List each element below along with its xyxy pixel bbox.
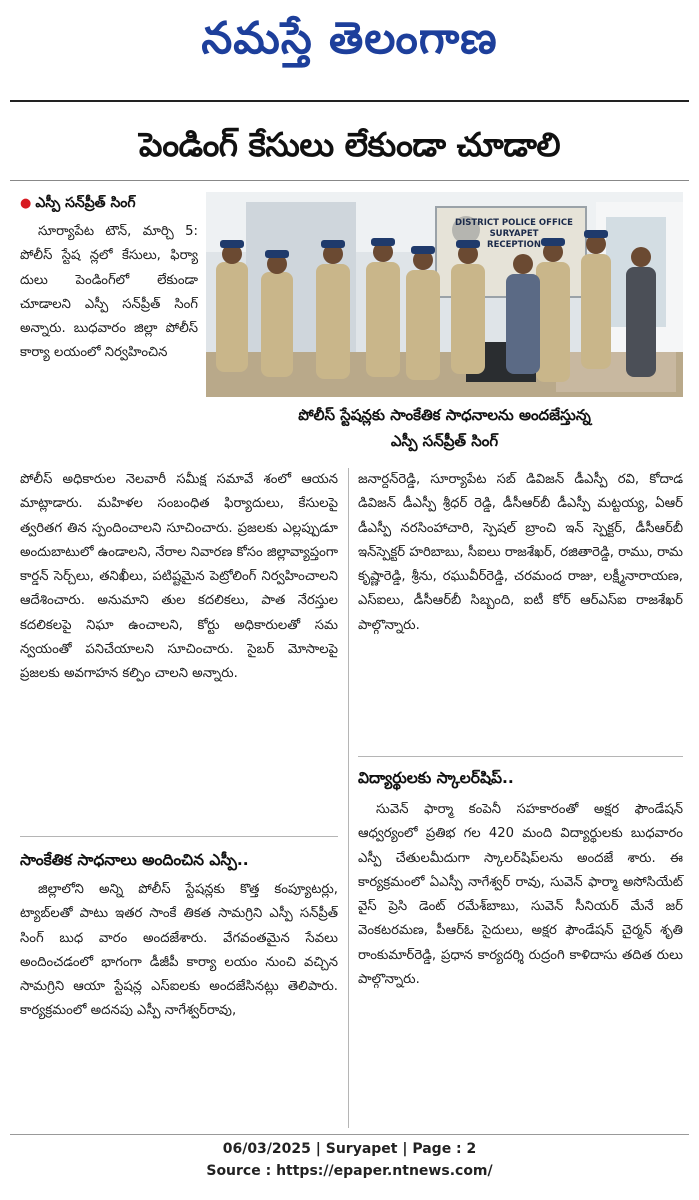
sign-line-2: SURYAPET bbox=[489, 229, 539, 239]
paragraph-text: పోలీస్ అధికారుల నెలవారీ సమీక్ష సమావే శంలో ఆయన మాట్లాడారు. మహిళల సంబంధిత ఫిర్యాదులు, కేసులపై త్వరితగ తిన స్పందించాలని సూచించారు. ప్రజలకు ఎల్లప్పుడూ అందుబాటులో ఉండాలని, నేరాల నివారణ కోసం జిల్లావ్యాప్తంగా కార్డన్ సెర్చ్‌లు, తనిఖీలు, పటిష్టమైన పెట్రోలింగ్ నిర్వహించాలని ఆదేశించారు. అనుమాని తుల కదలికలు, పాత నేరస్తుల కదలికలపై నిఘా ఉంచాలని, కోర్టు అధికారులతో సమ న్వయంతో పనిచేయాలని సూచించారు. సైబర్ మోసాలపై ప్రజలకు అవగాహన కల్పిం చాలని అన్నారు. bbox=[20, 472, 338, 682]
bullet-icon: ● bbox=[20, 196, 32, 211]
section-divider-left bbox=[20, 836, 338, 837]
paragraph-text: జనార్దన్‌రెడ్డి, సూర్యాపేట సబ్ డివిజన్ డీఎస్పీ రవి, కోదాడ డివిజన్ డీఎస్పీ శ్రీధర్ రెడ్డి, డీసీఆర్‌బీ డీఎస్పీ మట్టయ్య, ఏఆర్ డీఎస్పీ నరసింహాచారి, స్పెషల్ బ్రాంచి ఇన్ స్పెక్టర్, డీసీఆర్‌బీ ఇన్‌స్పెక్టర్ హరిబాబు, సీఐలు రాజశేఖర్, రజితారెడ్డి, రాము, రామ కృష్ణారెడ్డి, శ్రీను, రఘువీర్‌రెడ్డి, చరమంద రాజు, లక్ష్మీనారాయణ, ఎస్‌ఐలు, డీసీఆర్‌బీ సిబ్బంది, ఐటీ కోర్ ఆర్‌ఎస్‌ఐ రాజశేఖర్ పాల్గొన్నారు. bbox=[358, 472, 683, 633]
caption-line-2: ఎస్పీ సన్‌ప్రీత్ సింగ్ bbox=[390, 432, 499, 450]
caption-line-1: పోలీస్ స్టేషన్లకు సాంకేతిక సాధనాలను అందజేస్తున్న bbox=[298, 406, 591, 424]
masthead-logo: నమస్తే తెలంగాణ bbox=[201, 13, 498, 64]
headline-rule bbox=[10, 180, 689, 181]
footer-rule bbox=[10, 1134, 689, 1135]
article-paragraph-left bbox=[20, 468, 338, 830]
section-heading-scholarship: విద్యార్థులకు స్కాలర్‌షిప్.. bbox=[358, 769, 514, 787]
article-paragraph-right bbox=[358, 468, 683, 746]
sign-line-1: DISTRICT POLICE OFFICE bbox=[455, 218, 573, 228]
masthead-rule bbox=[10, 100, 689, 102]
paragraph-text: సూర్యాపేట టౌన్, మార్చి 5: పోలీస్ స్టేష న్లలో కేసులు, ఫిర్యా దులు పెండింగ్‌లో లేకుండా చూడాలని ఎస్పీ సన్‌ప్రీత్ సింగ్ అన్నారు. బుధవారం జిల్లా పోలీస్ కార్యా లయంలో నిర్వహించిన bbox=[20, 224, 198, 361]
paragraph-text: సువెన్ ఫార్మా కంపెనీ సహకారంతో అక్షర ఫౌండేషన్ ఆధ్వర్యంలో ప్రతిభ గల 420 మంది విద్యార్థులకు బుధవారం ఎస్పీ చేతులమీదుగా స్కాలర్‌షిప్‌లను అందజే శారు. ఈ కార్యక్రమంలో ఏఎస్పీ నాగేశ్వర్ రావు, సువెన్ ఫార్మా అసోసియేట్ వైస్ ప్రెసి డెంట్ రమేశ్‌బాబు, సువెన్ సీనియర్ మేనే జర్ వెంకటరమణ, పీఆర్‌ఓ సైదులు, అక్షర ఫౌండేషన్ చైర్మన్ శృతి రాంకుమార్‌రెడ్డి, ప్రధాన కార్యదర్శి రుద్రంగి కాళిదాసు తదిత రులు పాల్గొన్నారు. bbox=[358, 802, 683, 988]
section-divider-right bbox=[358, 756, 683, 757]
article-paragraph-scholarship bbox=[358, 798, 683, 1128]
footer-date-page: 06/03/2025 | Suryapet | Page : 2 bbox=[222, 1141, 477, 1157]
photo-caption bbox=[206, 402, 683, 460]
article-byline bbox=[20, 190, 200, 216]
news-photo bbox=[206, 192, 683, 397]
section-heading-tech: సాంకేతిక సాధనాలు అందించిన ఎస్పీ.. bbox=[20, 851, 249, 869]
article-paragraph-tech bbox=[20, 878, 338, 1122]
article-paragraph-intro bbox=[20, 220, 198, 468]
office-sign bbox=[444, 218, 584, 251]
paragraph-text: జిల్లాలోని అన్ని పోలీస్ స్టేషన్లకు కొత్త కంప్యూటర్లు, ట్యాబ్‌లతో పాటు ఇతర సాంకే తికత సామగ్రిని ఎస్పీ సన్‌ప్రీత్ సింగ్ బుధ వారం అందజేశారు. వేగవంతమైన సేవలు అందించడంలో భాగంగా డీజీపీ కార్యా లయం నుంచి వచ్చిన సామగ్రిని ఆయా స్టేషన్ల ఎస్‌ఐలకు అందజేసినట్లు తెలిపారు. కార్యక్రమంలో అదనపు ఎస్పీ నాగేశ్వర్‌రావు, bbox=[20, 882, 338, 1019]
article-headline: పెండింగ్ కేసులు లేకుండా చూడాలి bbox=[138, 125, 561, 164]
column-divider bbox=[348, 468, 349, 1128]
byline-text: ఎస్పీ సన్‌ప్రీత్ సింగ్ bbox=[35, 195, 136, 211]
sign-line-3: RECEPTION bbox=[487, 240, 541, 250]
footer-source-link[interactable]: Source : https://epaper.ntnews.com/ bbox=[206, 1163, 493, 1179]
